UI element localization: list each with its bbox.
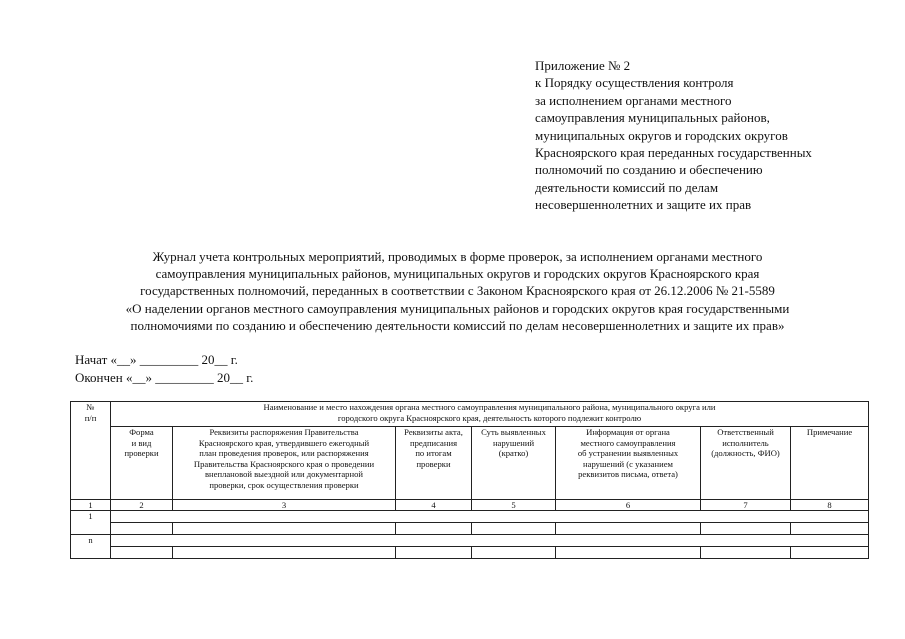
column-number: 4 [396,500,472,511]
title-line: «О наделении органов местного самоуправления муниципальных районов и городских округов края государственными [125,300,790,316]
ended-date: Окончен «__» _________ 20__ г. [75,370,254,385]
header-order: Реквизиты распоряжения Правительства Красноярского края, утвердившего ежегодный план проведения проверок, или распоряжения Правительства Красноярского края о проведении внеплановой выездной или документарной проверки, срок осуществления проверки [173,427,396,500]
table-row [71,547,869,559]
title-line: самоуправления муниципальных районов, муниципальных округов и городских округов Красноярского края [155,266,760,282]
header-info: Информация от органа местного самоуправления об устранении выявленных нарушений (с указанием реквизитов письма, ответа) [556,427,701,500]
column-number: 7 [701,500,791,511]
document-title [60,248,855,334]
column-number: 1 [71,500,111,511]
journal-table [70,401,869,559]
table-cell [472,523,556,535]
org-name-cell [111,535,869,547]
appendix-line: к Порядку осуществления контроля [535,75,734,91]
org-name-cell [111,511,869,523]
column-number: 8 [791,500,869,511]
header-act: Реквизиты акта, предписания по итогам проверки [396,427,472,500]
title-line: полномочиями по созданию и обеспечению деятельности комиссий по делам несовершеннолетних и защите их прав» [130,317,785,333]
header-group: Наименование и место нахождения органа местного самоуправления муниципального района, муниципального округа или городского округа Красноярского края, деятельность которого подлежит контролю [111,402,869,427]
table-row [71,511,869,523]
table-cell [111,547,173,559]
table-cell [556,547,701,559]
table-cell [396,523,472,535]
header-form: Форма и вид проверки [111,427,173,500]
started-date: Начат «__» _________ 20__ г. [75,352,238,367]
table-cell [472,547,556,559]
table-cell [556,523,701,535]
column-number: 2 [111,500,173,511]
row-number: 1 [71,511,111,535]
column-number: 3 [173,500,396,511]
table-cell [791,547,869,559]
appendix-line: за исполнением органами местного [535,92,732,108]
appendix-block [535,57,812,214]
appendix-line: Приложение № 2 [535,58,631,73]
appendix-line: Красноярского края переданных государственных [535,145,812,161]
table-cell [396,547,472,559]
appendix-line: самоуправления муниципальных районов, [535,110,770,126]
appendix-line: несовершеннолетних и защите их прав [535,197,752,213]
table-cell [701,523,791,535]
column-number: 5 [472,500,556,511]
column-number: 6 [556,500,701,511]
table-cell [701,547,791,559]
header-note: Примечание [791,427,869,500]
row-number: n [71,535,111,559]
appendix-line: деятельности комиссий по делам [535,179,719,195]
header-num: № п/п [71,402,111,500]
appendix-line: муниципальных округов и городских округов [535,127,788,143]
table-cell [173,523,396,535]
table-cell [111,523,173,535]
table-row [71,535,869,547]
table-cell [173,547,396,559]
appendix-line: полномочий по созданию и обеспечению [535,162,763,178]
table-row [71,523,869,535]
journal-dates [75,351,253,387]
header-executor: Ответственный исполнитель (должность, ФИО) [701,427,791,500]
table-cell [791,523,869,535]
title-line: государственных полномочий, переданных в соответствии с Законом Красноярского края от 26.12.2006 № 21-5589 [140,283,775,299]
header-violations: Суть выявленных нарушений (кратко) [472,427,556,500]
title-line: Журнал учета контрольных мероприятий, проводимых в форме проверок, за исполнением органами местного [152,249,763,264]
